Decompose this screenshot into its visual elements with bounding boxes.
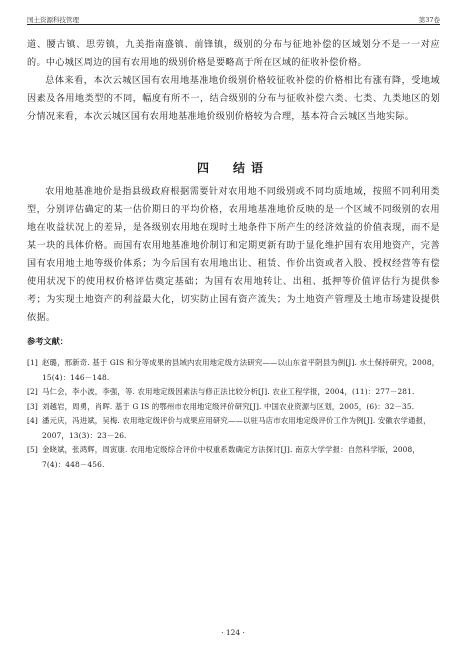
reference-text: 马仁会，李小波，李强，等. 农用地定级因素法与修正法比较分析[J]. 农业工程学报，2004，(11)：277－281. — [42, 387, 415, 396]
page-number: · 124 · — [221, 628, 245, 637]
header-rule — [27, 24, 440, 25]
reference-list — [27, 356, 440, 472]
conclusion-paragraph: 农用地基准地价是指县级政府根据需要针对农用地不同级别或不同均质地域，按照不同利用类型，分别评估确定的某一估价期日的平均价格，农用地基准地价反映的是一个区域不同级别的农用地在收益状况上的差异，是各级别农用地在现时土地条件下所产生的经济效益的价值表现，而不是某一块的具体价格。而国有农用地基准地价制订和定期更新有助于显化维护国有农用地资产，完善国有农用地土地等级价体系；为今后国有农用地出让、租赁、作价出资或者入股、授权经营等有偿使用状况下的使用权价格评估奠定基础；为国有农用地转让、出租、抵押等价值评估行为提供参考；为实现土地资产的利益最大化，切实防止国有资产流失；为土地资产管理及土地市场建设提供依据。 — [27, 187, 440, 323]
reference-item — [27, 385, 440, 400]
reference-item — [27, 356, 440, 385]
body-paragraph-2: 总体来看，本次云城区国有农用地基准地价级别价格较征收补偿的价格相比有涨有降，受地域因素及各用地类型的不同，幅度有所不一，结合级别的分布与征收补偿六类、七类、九类地区的划分情况来看，本次云城区国有农用地基准地价级别价格较为合理，基本符合云城区当地实际。 — [27, 76, 440, 122]
running-header — [27, 10, 440, 24]
reference-item — [27, 400, 440, 415]
reference-text: 赵璐，邢新奇. 基于 GIS 和分等成果的县域内农用地定级方法研究——以山东省平阴县为例[J]. 水土保持研究，2008，15(4)：146－148. — [42, 358, 440, 382]
section-title: 四 结语 — [196, 161, 269, 175]
reference-item — [27, 443, 440, 472]
volume-label: 第37卷 — [418, 16, 440, 24]
reference-number: [4] — [27, 416, 38, 425]
reference-number: [2] — [27, 387, 38, 396]
reference-text: 潘元庆，冯进斌，吴梅. 农用地定级评价与成果应用研究——以驻马店市农用地定级评价工作为例[J]. 安徽农学通报，2007，13(3)：23－26. — [42, 416, 431, 440]
reference-number: [1] — [27, 358, 38, 367]
reference-item — [27, 414, 440, 443]
reference-number: [3] — [27, 401, 38, 411]
journal-name: 国土资源科技管理 — [27, 16, 79, 24]
reference-text: 刘越岩，周勇，肖晖. 基于 G IS 的鄂州市农用地定级评价研究[J]. 中国农业资源与区划，2005，(6)：32－35. — [42, 401, 415, 411]
reference-text: 金晓斌，张鸿辉，周寅康. 农用地定级综合评价中权重系数确定方法探讨[J]. 南京大学学报：自然科学版，2008，7(4)：448－456. — [42, 445, 420, 469]
references-heading: 参考文献： — [27, 336, 68, 346]
reference-number: [5] — [27, 445, 38, 454]
body-paragraph-1: 道、腰古镇、思劳镇，九美指南盛镇、前锋镇，级别的分布与征地补偿的区域划分不是一一对应的。中心城区周边的国有农用地的级别价格是要略高于所在区域的征收补偿价格。 — [27, 40, 440, 68]
